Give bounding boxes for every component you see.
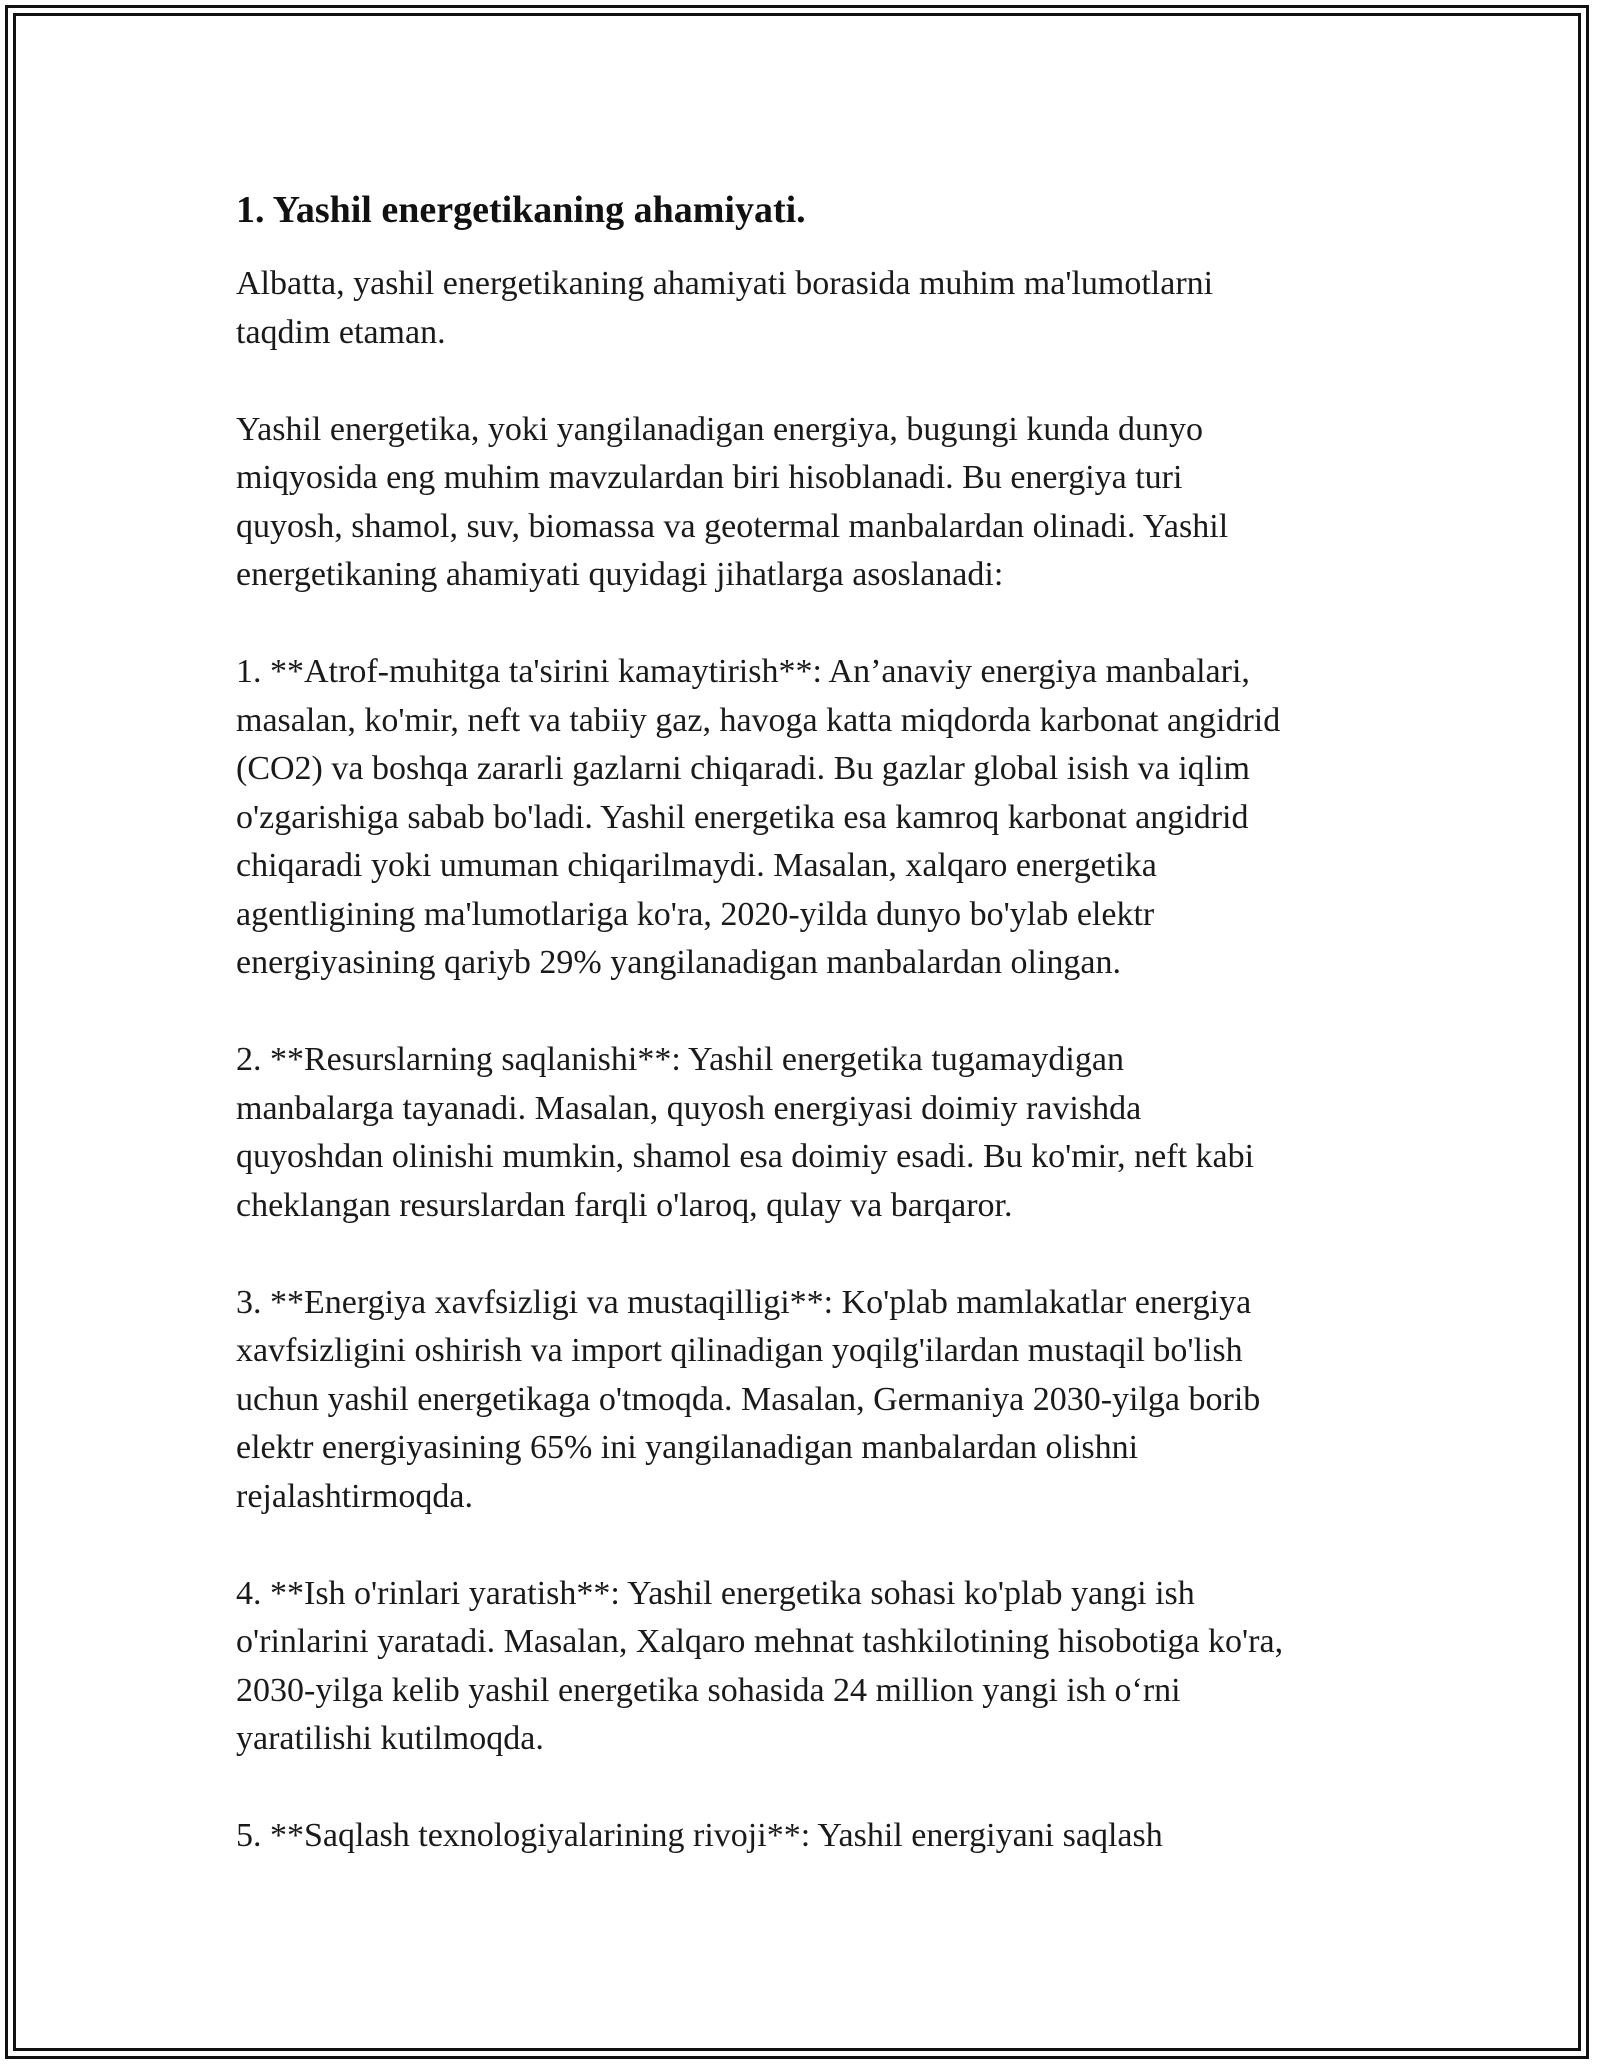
document-heading: 1. Yashil energetikaning ahamiyati. bbox=[236, 189, 806, 231]
overview-paragraph: Yashil energetika, yoki yangilanadigan energiya, bugungi kunda dunyo miqyosida eng muhim mavzulardan biri hisoblanadi. Bu energiya turi quyosh, shamol, suv, biomassa va geotermal manbalardan olinadi. Yashil energetikaning ahamiyati quyidagi jihatlarga asoslanadi: bbox=[236, 410, 1229, 593]
point-1-paragraph: 1. **Atrof-muhitga ta'sirini kamaytirish**: An’anaviy energiya manbalari, masalan, ko'mir, neft va tabiiy gaz, havoga katta miqdorda karbonat angidrid (CO2) va boshqa zararli gazlarni chiqaradi. Bu gazlar global isish va iqlim o'zgarishiga sabab bo'ladi. Yashil energetika esa kamroq karbonat angidrid chiqaradi yoki umuman chiqarilmaydi. Masalan, xalqaro energetika agentligining ma'lumotlariga ko'ra, 2020-yilda dunyo bo'ylab elektr energiyasining qariyb 29% yangilanadigan manbalardan olingan. bbox=[236, 653, 1281, 981]
point-3-paragraph: 3. **Energiya xavfsizligi va mustaqilligi**: Ko'plab mamlakatlar energiya xavfsizligini oshirish va import qilinadigan yoqilg'ilardan mustaqil bo'lish uchun yashil energetikaga o'tmoqda. Masalan, Germaniya 2030-yilga borib elektr energiyasining 65% ini yangilanadigan manbalardan olishni rejalashtirmoqda. bbox=[236, 1283, 1261, 1515]
intro-paragraph: Albatta, yashil energetikaning ahamiyati borasida muhim ma'lumotlarni taqdim etaman. bbox=[236, 265, 1214, 351]
point-4-paragraph: 4. **Ish o'rinlari yaratish**: Yashil energetika sohasi ko'plab yangi ish o'rinlarini yaratadi. Masalan, Xalqaro mehnat tashkilotining hisobotiga ko'ra, 2030-yilga kelib yashil energetika sohasida 24 million yangi ish o‘rni yaratilishi kutilmoqda. bbox=[236, 1574, 1284, 1757]
point-5-paragraph: 5. **Saqlash texnologiyalarining rivoji**: Yashil energiyani saqlash bbox=[236, 1817, 1163, 1854]
document-body bbox=[236, 186, 1376, 1909]
point-2-paragraph: 2. **Resurslarning saqlanishi**: Yashil energetika tugamaydigan manbalarga tayanadi. Masalan, quyosh energiyasi doimiy ravishda quyoshdan olinishi mumkin, shamol esa doimiy esadi. Bu ko'mir, neft kabi cheklangan resurslardan farqli o'laroq, qulay va barqaror. bbox=[236, 1041, 1255, 1224]
